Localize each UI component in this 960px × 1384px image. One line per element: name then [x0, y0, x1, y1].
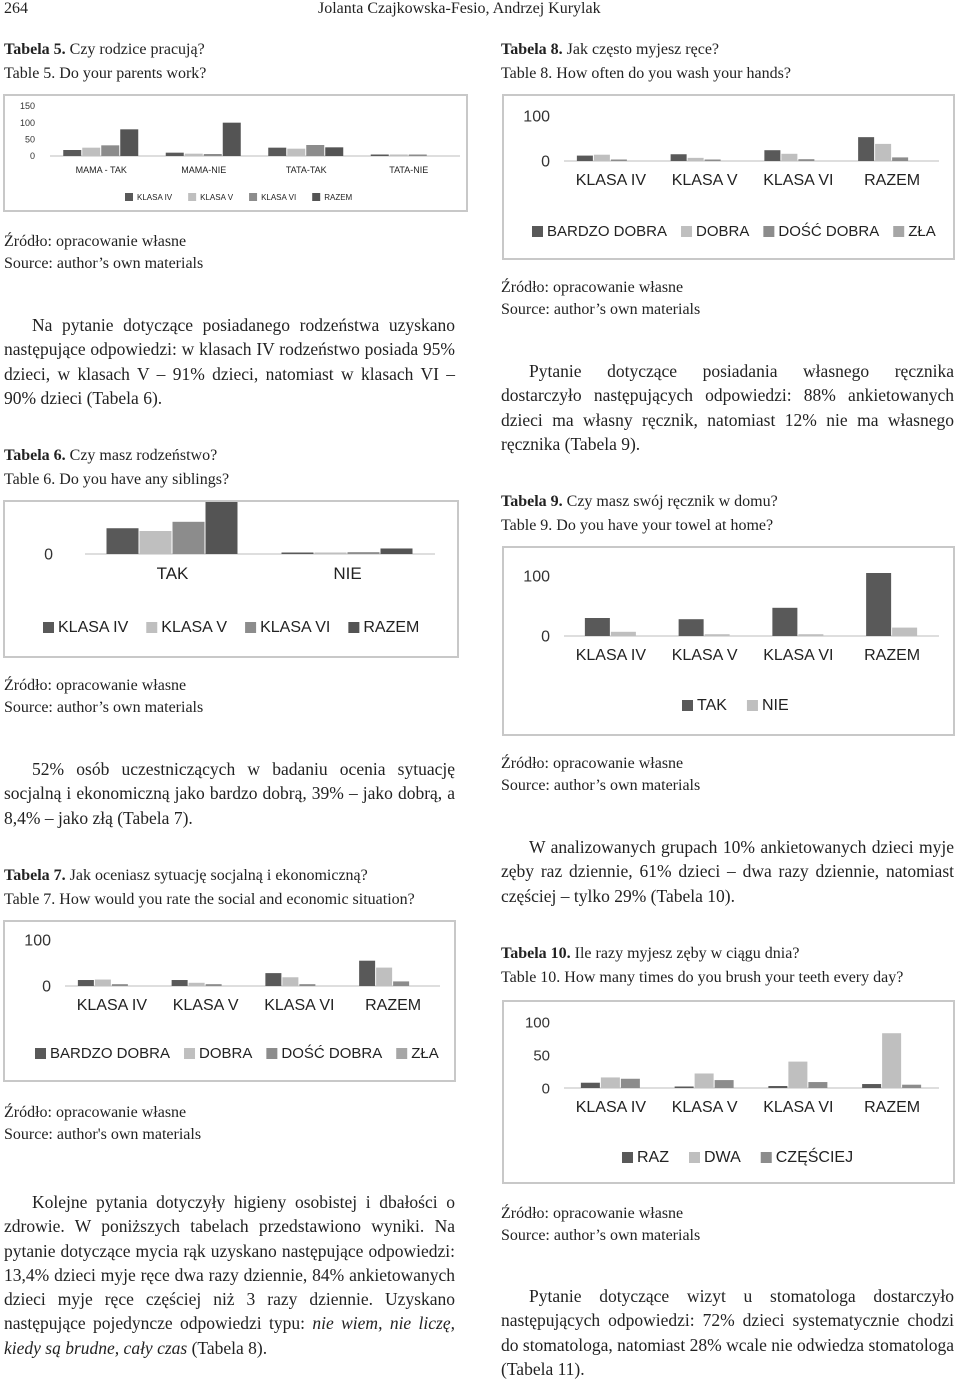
legend-swatch: [396, 1048, 407, 1059]
source-3-left: [4, 1102, 201, 1146]
category-label: KLASA V: [671, 647, 738, 664]
bar: [359, 961, 375, 986]
category-label: KLASA VI: [763, 172, 834, 189]
bar: [892, 628, 917, 636]
chart-table5: [3, 94, 468, 212]
category-label: KLASA IV: [575, 1099, 647, 1116]
bar: [371, 155, 389, 157]
bar: [112, 984, 128, 986]
bar: [621, 1079, 640, 1088]
bar: [206, 502, 238, 554]
source-pl: Źródło: opracowanie własne: [501, 279, 684, 296]
source-en: Source: author’s own materials: [4, 699, 204, 716]
table7-caption-pl: Jak oceniasz sytuację socjalną i ekonomiczną?: [65, 867, 368, 884]
legend-label: ZŁA: [908, 223, 936, 240]
bar: [390, 155, 408, 157]
legend-swatch: [35, 1048, 46, 1059]
legend-label: KLASA V: [161, 619, 228, 636]
table5-caption-pl: Czy rodzice pracują?: [65, 41, 205, 58]
bar: [808, 1082, 827, 1088]
legend-swatch: [125, 193, 133, 201]
category-label: KLASA VI: [763, 1099, 834, 1116]
bar: [63, 150, 81, 156]
y-tick-label: 0: [44, 546, 53, 564]
y-tick-label: 0: [541, 153, 550, 171]
legend-swatch: [43, 622, 54, 633]
bar: [189, 983, 205, 986]
legend-label: DOBRA: [199, 1045, 253, 1062]
bar: [173, 522, 205, 554]
legend-swatch: [348, 622, 359, 633]
bar: [287, 149, 305, 156]
chart-table10-svg: [504, 1002, 953, 1182]
source-pl: Źródło: opracowanie własne: [4, 677, 187, 694]
category-label: MAMA - TAK: [75, 165, 127, 175]
bar: [376, 968, 392, 986]
legend-swatch: [689, 1152, 700, 1163]
legend-label: RAZEM: [363, 619, 420, 636]
table7-caption: [4, 864, 415, 912]
chart-table7: [3, 920, 456, 1082]
table10-caption: [501, 942, 903, 990]
bar: [282, 553, 314, 555]
source-2-left: [4, 675, 203, 719]
bar: [140, 531, 172, 554]
table8-caption: [501, 38, 791, 86]
table6-caption: [4, 444, 229, 492]
paragraph-siblings: Na pytanie dotyczące posiadanego rodzeństwa uzyskano następujące odpowiedzi: w klasach IV rodzeństwo posiada 95% dzieci, w klasach V – 91% dzieci, natomiast w klasach VI – 90% dzieci (Tabela 6).: [4, 315, 455, 408]
table6-caption-pl: Czy masz rodzeństwo?: [65, 447, 218, 464]
table5-caption-en: Table 5. Do your parents work?: [4, 65, 207, 82]
legend-label: BARDZO DOBRA: [547, 223, 668, 240]
chart-table9: [502, 546, 955, 736]
bar: [688, 158, 704, 161]
chart-table10: [502, 1000, 955, 1184]
legend-swatch: [188, 193, 196, 201]
source-pl: Źródło: opracowanie własne: [501, 1205, 684, 1222]
source-2-right: [501, 753, 700, 797]
bar: [862, 1084, 881, 1088]
source-1-left: [4, 231, 203, 275]
chart-table8: [502, 94, 955, 260]
bar: [858, 137, 874, 161]
bar: [902, 1085, 921, 1088]
bar: [585, 618, 610, 636]
bar: [268, 148, 286, 156]
bar: [611, 160, 627, 162]
y-tick-label: 50: [533, 1047, 550, 1065]
bar: [882, 1033, 901, 1088]
category-label: KLASA V: [671, 1099, 738, 1116]
category-label: RAZEM: [864, 647, 921, 664]
bar: [892, 157, 908, 161]
category-label: MAMA-NIE: [181, 165, 227, 175]
paragraph-teeth: W analizowanych grupach 10% ankietowanych dzieci myje zęby raz dziennie, 61% dzieci – dwa razy dziennie, natomiast częściej – tylko 29% (Tabela 10).: [501, 837, 954, 906]
legend-label: KLASA VI: [261, 193, 297, 202]
legend-label: DOŚĆ DOBRA: [778, 223, 880, 240]
legend-label: KLASA V: [200, 193, 234, 202]
bar: [695, 1073, 714, 1088]
legend-label: ZŁA: [411, 1045, 439, 1062]
bar: [705, 634, 730, 636]
bar: [107, 528, 139, 554]
chart-table7-svg: [5, 922, 454, 1080]
bar: [381, 548, 413, 554]
paragraph-dentist: Pytanie dotyczące wizyt u stomatologa dostarczyło następujących odpowiedzi: 72% dzieci systematycznie chodzi do stomatologa, natomiast 28% wcale nie odwiedza stomatologa (Tabela 11).: [501, 1286, 954, 1379]
category-label: KLASA VI: [264, 997, 335, 1014]
bar: [299, 984, 315, 986]
bar: [781, 154, 797, 161]
source-en: Source: author’s own materials: [4, 255, 204, 272]
bar: [206, 984, 222, 986]
legend-label: KLASA IV: [58, 619, 129, 636]
table7-caption-en: Table 7. How would you rate the social and economic situation?: [4, 891, 415, 908]
legend-swatch: [146, 622, 157, 633]
bar: [679, 619, 704, 636]
bar: [101, 145, 119, 156]
legend-swatch: [747, 700, 758, 711]
bar: [594, 155, 610, 161]
y-tick-label: 0: [541, 628, 550, 646]
bar: [409, 155, 427, 157]
bar: [875, 144, 891, 161]
y-tick-label: 150: [19, 101, 35, 112]
table10-caption-label: Tabela 10.: [501, 945, 571, 962]
bar: [348, 552, 380, 554]
legend-swatch: [266, 1048, 277, 1059]
chart-table9-svg: [504, 548, 953, 734]
bar: [306, 145, 324, 156]
category-label: KLASA IV: [575, 647, 647, 664]
table6-caption-label: Tabela 6.: [4, 447, 66, 464]
table6-caption-en: Table 6. Do you have any siblings?: [4, 471, 230, 488]
bar: [581, 1083, 600, 1088]
bar: [866, 573, 891, 636]
bar: [325, 147, 343, 156]
bar: [601, 1077, 620, 1088]
bar: [315, 553, 347, 555]
bar: [166, 153, 184, 156]
table10-caption-pl: Ile razy myjesz zęby w ciągu dnia?: [570, 945, 800, 962]
bar: [577, 156, 593, 161]
table9-caption-label: Tabela 9.: [501, 493, 563, 510]
legend-swatch: [249, 193, 257, 201]
bar: [764, 150, 780, 161]
table8-caption-label: Tabela 8.: [501, 41, 563, 58]
paragraph-social-situation: 52% osób uczestniczących w badaniu ocenia sytuację socjalną i ekonomiczną jako bardzo dobrą, 39% – jako dobrą, a 8,4% – jako złą (Tabela 7).: [4, 759, 455, 828]
table9-caption-pl: Czy masz swój ręcznik w domu?: [562, 493, 778, 510]
category-label: TAK: [156, 564, 189, 583]
bar: [282, 977, 298, 986]
y-tick-label: 100: [19, 117, 35, 128]
chart-table6: [3, 500, 459, 658]
bar: [82, 148, 100, 156]
bar: [715, 1080, 734, 1088]
source-en: Source: author's own materials: [4, 1126, 202, 1143]
category-label: KLASA IV: [575, 172, 647, 189]
category-label: RAZEM: [864, 1099, 921, 1116]
table9-caption: [501, 490, 778, 538]
bar: [172, 980, 188, 986]
legend-label: TAK: [697, 697, 727, 714]
legend-label: CZĘŚCIEJ: [775, 1149, 854, 1166]
category-label: KLASA V: [172, 997, 239, 1014]
table8-caption-pl: Jak często myjesz ręce?: [562, 41, 720, 58]
category-label: RAZEM: [365, 997, 422, 1014]
bar: [772, 608, 797, 636]
legend-swatch: [681, 226, 692, 237]
source-en: Source: author’s own materials: [501, 1227, 701, 1244]
y-tick-label: 100: [24, 932, 51, 950]
legend-label: DOBRA: [696, 223, 750, 240]
bar: [204, 154, 222, 156]
legend-label: RAZEM: [324, 193, 353, 202]
source-en: Source: author’s own materials: [501, 301, 701, 318]
legend-swatch: [893, 226, 904, 237]
source-3-right: [501, 1203, 700, 1247]
y-tick-label: 100: [523, 108, 550, 126]
running-header-authors: Jolanta Czajkowska-Fesio, Andrzej Kurylak: [318, 0, 601, 17]
category-label: KLASA VI: [763, 647, 834, 664]
table5-caption-label: Tabela 5.: [4, 41, 66, 58]
legend-label: BARDZO DOBRA: [50, 1045, 171, 1062]
legend-swatch: [682, 700, 693, 711]
bar: [95, 980, 111, 986]
legend-label: RAZ: [637, 1149, 669, 1166]
chart-table5-svg: [5, 96, 466, 210]
category-label: NIE: [333, 564, 362, 583]
table5-caption: [4, 38, 206, 86]
bar: [120, 129, 138, 156]
table10-caption-en: Table 10. How many times do you brush your teeth every day?: [501, 969, 904, 986]
bar: [788, 1062, 807, 1088]
source-pl: Źródło: opracowanie własne: [4, 233, 187, 250]
y-tick-label: 0: [42, 978, 51, 996]
bar: [185, 154, 203, 156]
chart-table6-svg: [5, 502, 457, 656]
bar: [265, 973, 281, 986]
source-pl: Źródło: opracowanie własne: [4, 1104, 187, 1121]
bar: [671, 154, 687, 161]
bar: [768, 1086, 787, 1088]
bar: [798, 634, 823, 636]
paragraph-hygiene: Kolejne pytania dotyczyły higieny osobistej i dbałości o zdrowie. W poniższych tabelach przedstawiono wyniki. Na pytanie dotyczące mycia rąk uzyskano następujące odpowiedzi: 13,4% dzieci myje ręce dwa razy dziennie, 84% ankietowanych dzieci myje ręce częściej niż 3 razy dziennie. Uzyskano następujące pojedyncze odpowiedzi typu: nie wiem, nie liczę, kiedy są brudne, cały czas (Tabela 8).: [4, 1192, 455, 1358]
y-tick-label: 0: [29, 151, 35, 162]
chart-table8-svg: [504, 96, 953, 258]
legend-swatch: [245, 622, 256, 633]
bar: [675, 1087, 694, 1089]
y-tick-label: 50: [24, 134, 35, 145]
legend-swatch: [532, 226, 543, 237]
category-label: KLASA V: [671, 172, 738, 189]
legend-swatch: [622, 1152, 633, 1163]
bar: [223, 123, 241, 156]
bar: [393, 981, 409, 986]
source-1-right: [501, 277, 700, 321]
legend-swatch: [763, 226, 774, 237]
bar: [611, 632, 636, 636]
category-label: KLASA IV: [76, 997, 148, 1014]
category-label: TATA-TAK: [285, 165, 327, 175]
source-en: Source: author’s own materials: [501, 777, 701, 794]
table8-caption-en: Table 8. How often do you wash your hands?: [501, 65, 791, 82]
legend-label: DWA: [704, 1149, 741, 1166]
legend-label: DOŚĆ DOBRA: [281, 1045, 383, 1062]
legend-swatch: [312, 193, 320, 201]
legend-label: KLASA IV: [137, 193, 173, 202]
source-pl: Źródło: opracowanie własne: [501, 755, 684, 772]
y-tick-label: 0: [541, 1080, 550, 1098]
table7-caption-label: Tabela 7.: [4, 867, 66, 884]
legend-swatch: [184, 1048, 195, 1059]
bar: [705, 160, 721, 162]
category-label: TATA-NIE: [389, 165, 429, 175]
legend-label: NIE: [761, 697, 789, 714]
category-label: RAZEM: [864, 172, 921, 189]
bar: [78, 980, 94, 986]
y-tick-label: 100: [524, 1014, 550, 1032]
bar: [798, 159, 814, 161]
paragraph-towel: Pytanie dotyczące posiadania własnego ręcznika dostarczyło następujących odpowiedzi: 88% ankietowanych dzieci ma własny ręcznik, natomiast 12% nie ma własnego ręcznika (Tabela 9).: [501, 361, 954, 454]
table9-caption-en: Table 9. Do you have your towel at home?: [501, 517, 774, 534]
legend-label: KLASA VI: [260, 619, 331, 636]
legend-swatch: [761, 1152, 772, 1163]
y-tick-label: 100: [523, 568, 550, 586]
page-number: 264: [4, 0, 28, 17]
